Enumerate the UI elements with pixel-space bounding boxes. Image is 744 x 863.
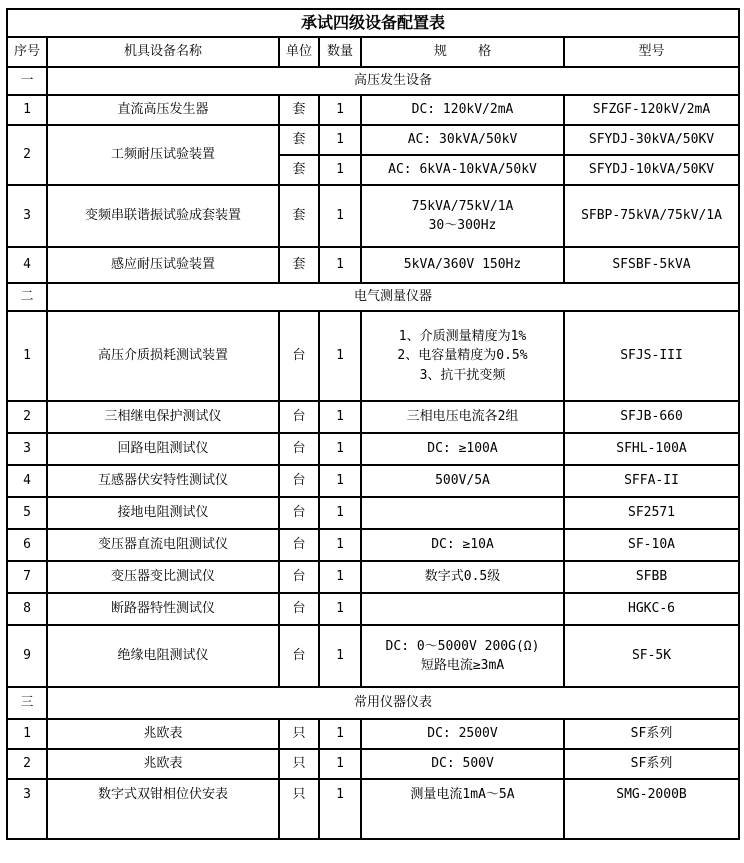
- spec-cell: 测量电流1mA～5A: [361, 779, 564, 839]
- spec-cell: DC: 500V: [361, 749, 564, 779]
- row-serial: 2: [7, 749, 47, 779]
- model-cell: SFHL-100A: [564, 433, 739, 465]
- qty-cell: 1: [319, 155, 361, 185]
- spec-cell: DC: 120kV/2mA: [361, 95, 564, 125]
- model-cell: SFBB: [564, 561, 739, 593]
- model-cell: SFYDJ-10kVA/50KV: [564, 155, 739, 185]
- section3-row: [7, 687, 739, 719]
- spec-line: 30～300Hz: [428, 218, 497, 233]
- section-title: 常用仪器仪表: [47, 687, 739, 719]
- qty-cell: 1: [319, 625, 361, 687]
- qty-cell: 1: [319, 779, 361, 839]
- qty-cell: 1: [319, 311, 361, 401]
- title-row: [7, 9, 739, 37]
- equipment-name: 兆欧表: [47, 719, 279, 749]
- row-serial: 7: [7, 561, 47, 593]
- equipment-name: 三相继电保护测试仪: [47, 401, 279, 433]
- equipment-name: 回路电阻测试仪: [47, 433, 279, 465]
- model-cell: SF2571: [564, 497, 739, 529]
- spec-cell: DC: ≥10A: [361, 529, 564, 561]
- unit-cell: 套: [279, 125, 319, 155]
- row-serial: 3: [7, 779, 47, 839]
- spec-cell: 三相电压电流各2组: [361, 401, 564, 433]
- row-serial: 2: [7, 401, 47, 433]
- spec-line: 3、抗干扰变频: [419, 367, 506, 383]
- spec-cell: DC: ≥100A: [361, 433, 564, 465]
- equipment-name: 感应耐压试验装置: [47, 247, 279, 283]
- unit-cell: 只: [279, 719, 319, 749]
- equipment-name: 直流高压发生器: [47, 95, 279, 125]
- col-header-spec: 规 格: [361, 37, 564, 67]
- unit-cell: 台: [279, 561, 319, 593]
- table-row: [7, 625, 739, 687]
- qty-cell: 1: [319, 593, 361, 625]
- section-title: 高压发生设备: [47, 67, 739, 95]
- row-serial: 6: [7, 529, 47, 561]
- equipment-name: 互感器伏安特性测试仪: [47, 465, 279, 497]
- unit-cell: 台: [279, 311, 319, 401]
- table-row: [7, 529, 739, 561]
- unit-cell: 台: [279, 625, 319, 687]
- unit-cell: 套: [279, 247, 319, 283]
- equipment-name: 数字式双钳相位伏安表: [47, 779, 279, 839]
- qty-cell: 1: [319, 401, 361, 433]
- spec-cell: 数字式0.5级: [361, 561, 564, 593]
- section2-row: [7, 283, 739, 311]
- qty-cell: 1: [319, 561, 361, 593]
- equipment-name: 兆欧表: [47, 749, 279, 779]
- spec-cell: [361, 625, 564, 687]
- spec-cell: 500V/5A: [361, 465, 564, 497]
- model-cell: SMG-2000B: [564, 779, 739, 839]
- spec-cell: AC: 30kVA/50kV: [361, 125, 564, 155]
- col-header-name: 机具设备名称: [47, 37, 279, 67]
- spec-cell: [361, 497, 564, 529]
- table-row: [7, 465, 739, 497]
- unit-cell: 台: [279, 529, 319, 561]
- model-cell: SFSBF-5kVA: [564, 247, 739, 283]
- table-row: [7, 497, 739, 529]
- qty-cell: 1: [319, 185, 361, 247]
- table-row: [7, 433, 739, 465]
- equipment-name: 高压介质损耗测试装置: [47, 311, 279, 401]
- model-cell: SF-5K: [564, 625, 739, 687]
- qty-cell: 1: [319, 749, 361, 779]
- equipment-name: 绝缘电阻测试仪: [47, 625, 279, 687]
- table-row: [7, 593, 739, 625]
- col-header-serial: 序号: [7, 37, 47, 67]
- unit-cell: 套: [279, 95, 319, 125]
- equipment-config-table: [6, 8, 740, 840]
- spec-cell: AC: 6kVA-10kVA/50kV: [361, 155, 564, 185]
- spec-line: 短路电流≥3mA: [420, 658, 505, 673]
- qty-cell: 1: [319, 497, 361, 529]
- model-cell: SFJB-660: [564, 401, 739, 433]
- section1-row: [7, 67, 739, 95]
- table-row: [7, 401, 739, 433]
- row-serial: 5: [7, 497, 47, 529]
- row-serial: 3: [7, 433, 47, 465]
- spec-cell: [361, 311, 564, 401]
- unit-cell: 台: [279, 593, 319, 625]
- equipment-name: 接地电阻测试仪: [47, 497, 279, 529]
- row-serial: 1: [7, 311, 47, 401]
- qty-cell: 1: [319, 465, 361, 497]
- unit-cell: 台: [279, 401, 319, 433]
- table-row: [7, 95, 739, 125]
- spec-cell: [361, 593, 564, 625]
- row-serial: 1: [7, 719, 47, 749]
- qty-cell: 1: [319, 95, 361, 125]
- section-index: 三: [7, 687, 47, 719]
- table-row: [7, 185, 739, 247]
- column-header-row: [7, 37, 739, 67]
- table-row: [7, 311, 739, 401]
- equipment-name: 变频串联谐振试验成套装置: [47, 185, 279, 247]
- qty-cell: 1: [319, 125, 361, 155]
- table-title: 承试四级设备配置表: [7, 9, 739, 37]
- unit-cell: 套: [279, 185, 319, 247]
- row-serial: 4: [7, 247, 47, 283]
- unit-cell: 台: [279, 497, 319, 529]
- model-cell: SFZGF-120kV/2mA: [564, 95, 739, 125]
- section-title: 电气测量仪器: [47, 283, 739, 311]
- qty-cell: 1: [319, 529, 361, 561]
- row-serial: 8: [7, 593, 47, 625]
- unit-cell: 只: [279, 749, 319, 779]
- model-cell: SF-10A: [564, 529, 739, 561]
- model-cell: SF系列: [564, 719, 739, 749]
- spec-cell: [361, 185, 564, 247]
- model-cell: SFFA-II: [564, 465, 739, 497]
- equipment-name: 变压器变比测试仪: [47, 561, 279, 593]
- qty-cell: 1: [319, 247, 361, 283]
- col-header-qty: 数量: [319, 37, 361, 67]
- spec-line: DC: 0～5000V 200G(Ω): [385, 638, 540, 654]
- spec-cell: DC: 2500V: [361, 719, 564, 749]
- unit-cell: 只: [279, 779, 319, 839]
- table-row: [7, 125, 739, 155]
- unit-cell: 台: [279, 433, 319, 465]
- row-serial: 4: [7, 465, 47, 497]
- model-cell: HGKC-6: [564, 593, 739, 625]
- model-cell: SFJS-III: [564, 311, 739, 401]
- row-serial: 2: [7, 125, 47, 185]
- equipment-name: 变压器直流电阻测试仪: [47, 529, 279, 561]
- row-serial: 9: [7, 625, 47, 687]
- table-row: [7, 749, 739, 779]
- table-row: [7, 247, 739, 283]
- row-serial: 3: [7, 185, 47, 247]
- unit-cell: 套: [279, 155, 319, 185]
- equipment-name: 工频耐压试验装置: [47, 125, 279, 185]
- qty-cell: 1: [319, 719, 361, 749]
- spec-line: 1、介质测量精度为1%: [398, 328, 527, 344]
- table-row: [7, 719, 739, 749]
- spec-cell: 5kVA/360V 150Hz: [361, 247, 564, 283]
- table-row: [7, 779, 739, 839]
- spec-line: 75kVA/75kV/1A: [411, 198, 514, 214]
- row-serial: 1: [7, 95, 47, 125]
- col-header-model: 型号: [564, 37, 739, 67]
- section-index: 一: [7, 67, 47, 95]
- table-row: [7, 561, 739, 593]
- model-cell: SFYDJ-30kVA/50KV: [564, 125, 739, 155]
- qty-cell: 1: [319, 433, 361, 465]
- equipment-name: 断路器特性测试仪: [47, 593, 279, 625]
- model-cell: SF系列: [564, 749, 739, 779]
- section-index: 二: [7, 283, 47, 311]
- col-header-unit: 单位: [279, 37, 319, 67]
- unit-cell: 台: [279, 465, 319, 497]
- spec-line: 2、电容量精度为0.5%: [397, 348, 528, 364]
- model-cell: SFBP-75kVA/75kV/1A: [564, 185, 739, 247]
